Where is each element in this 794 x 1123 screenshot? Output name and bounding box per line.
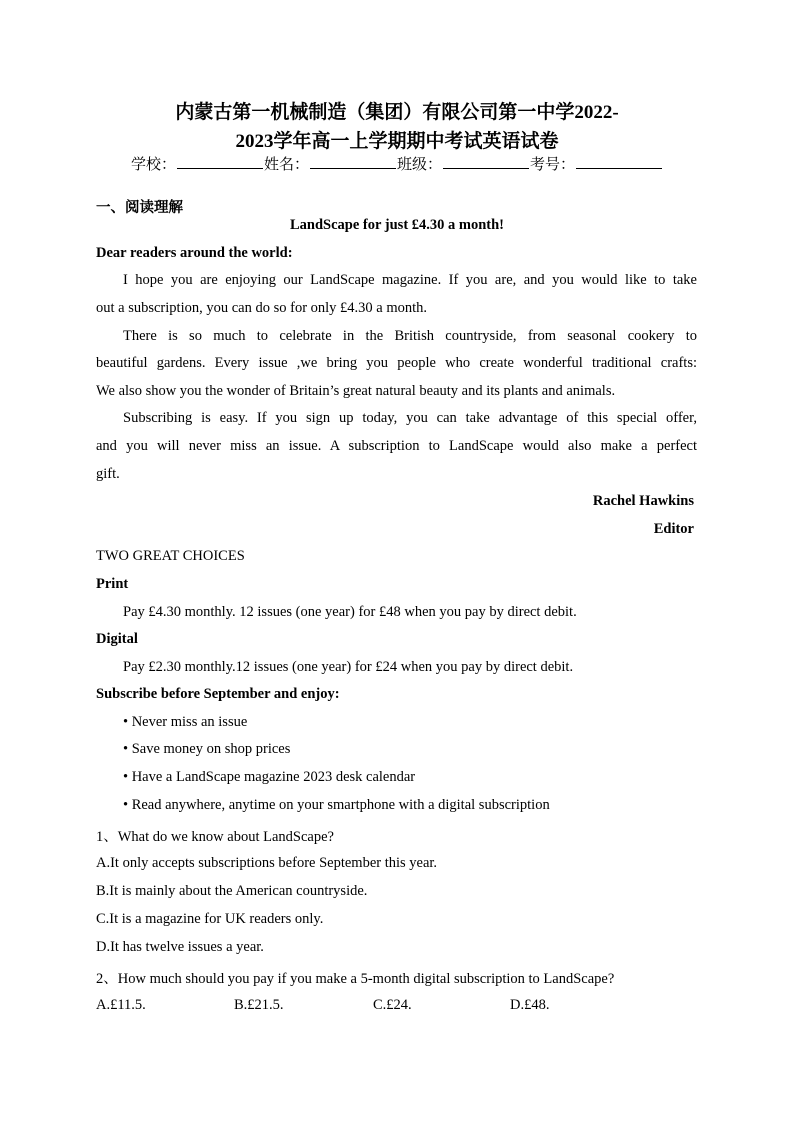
print-heading: Print bbox=[96, 576, 129, 592]
question-1-option-b: B.It is mainly about the American countryside. bbox=[96, 883, 368, 899]
paragraph-1-line-1: I hope you are enjoying our LandScape magazine. If you are, and you would like to take bbox=[123, 272, 697, 288]
paragraph-3-line-3: gift. bbox=[96, 466, 120, 482]
question-1-option-d: D.It has twelve issues a year. bbox=[96, 939, 264, 955]
student-info-row bbox=[0, 153, 794, 174]
bullet-item: • Read anywhere, anytime on your smartphone with a digital subscription bbox=[123, 797, 550, 813]
name-field[interactable] bbox=[310, 154, 396, 169]
school-field[interactable] bbox=[177, 154, 263, 169]
paragraph-1-line-2: out a subscription, you can do so for only £4.30 a month. bbox=[96, 300, 428, 316]
choices-heading: TWO GREAT CHOICES bbox=[96, 548, 245, 564]
bullet-item: • Have a LandScape magazine 2023 desk calendar bbox=[123, 769, 416, 785]
paragraph-3-line-1: Subscribing is easy. If you sign up today, you can take advantage of this special offer, bbox=[123, 410, 697, 426]
class-field[interactable] bbox=[443, 154, 529, 169]
question-2-option-c: C.£24. bbox=[373, 997, 412, 1013]
bullet-item: • Never miss an issue bbox=[123, 714, 248, 730]
exam-title-line-2: 2023学年高一上学期期中考试英语试卷 bbox=[235, 131, 559, 152]
paragraph-3-line-2: and you will never miss an issue. A subscription to LandScape would also make a perfect bbox=[96, 438, 697, 454]
greeting: Dear readers around the world: bbox=[96, 245, 293, 261]
signature-role: Editor bbox=[653, 521, 694, 537]
number-label: 考号： bbox=[530, 157, 576, 173]
name-label: 姓名： bbox=[263, 157, 309, 173]
question-1-option-c: C.It is a magazine for UK readers only. bbox=[96, 911, 324, 927]
digital-heading: Digital bbox=[96, 631, 138, 647]
exam-title-line-1: 内蒙古第一机械制造（集团）有限公司第一中学2022- bbox=[175, 102, 619, 123]
question-2-option-a: A.£11.5. bbox=[96, 997, 146, 1013]
print-text: Pay £4.30 monthly. 12 issues (one year) for £48 when you pay by direct debit. bbox=[123, 604, 577, 620]
signature-name: Rachel Hawkins bbox=[592, 493, 694, 509]
digital-text: Pay £2.30 monthly.12 issues (one year) for £24 when you pay by direct debit. bbox=[123, 659, 574, 675]
paragraph-2-line-1: There is so much to celebrate in the British countryside, from seasonal cookery to bbox=[123, 328, 697, 344]
school-label: 学校： bbox=[130, 157, 176, 173]
paragraph-2-line-2: beautiful gardens. Every issue ,we bring you people who create wonderful traditional crafts: bbox=[96, 355, 697, 371]
question-2-option-b: B.£21.5. bbox=[234, 997, 284, 1013]
section-heading: 一、阅读理解 bbox=[96, 200, 183, 216]
class-label: 班级： bbox=[397, 157, 443, 173]
question-1-option-a: A.It only accepts subscriptions before September this year. bbox=[96, 855, 438, 871]
bullet-item: • Save money on shop prices bbox=[123, 741, 291, 757]
subscribe-heading: Subscribe before September and enjoy: bbox=[96, 686, 340, 702]
question-2-stem: 2、How much should you pay if you make a 5-month digital subscription to LandScape? bbox=[96, 971, 615, 987]
paragraph-2-line-3: We also show you the wonder of Britain’s great natural beauty and its plants and animals. bbox=[96, 383, 616, 399]
question-2-option-d: D.£48. bbox=[510, 997, 550, 1013]
passage-title: LandScape for just £4.30 a month! bbox=[289, 217, 505, 233]
question-1-stem: 1、What do we know about LandScape? bbox=[96, 829, 334, 845]
number-field[interactable] bbox=[576, 154, 662, 169]
